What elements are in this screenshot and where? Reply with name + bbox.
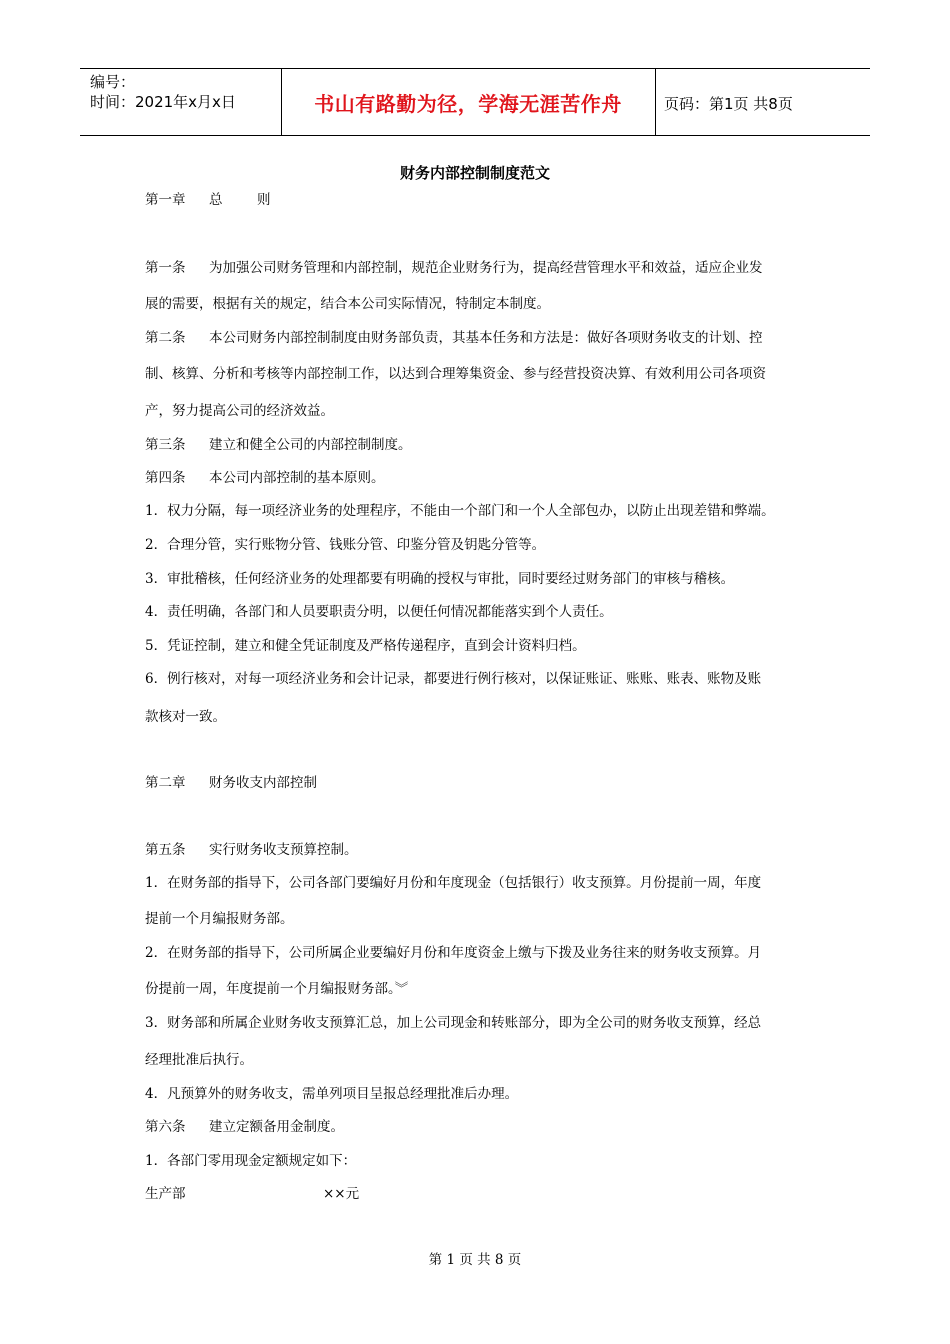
article-6-text: 建立定额备用金制度。 — [209, 1119, 344, 1135]
article-4-item: 5．凭证控制，建立和健全凭证制度及严格传递程序，直到会计资料归档。 — [145, 638, 586, 654]
header-motto: 书山有路勤为径，学海无涯苦作舟 — [314, 92, 622, 116]
article-4-item: 4．责任明确，各部门和人员要职责分明，以便任何情况都能落实到个人责任。 — [145, 604, 613, 620]
article-5-text: 实行财务收支预算控制。 — [209, 842, 358, 858]
article-2-line-3: 产，努力提高公司的经济效益。 — [145, 403, 334, 419]
article-3 — [145, 433, 412, 453]
chapter-2-name: 财务收支内部控制 — [209, 775, 317, 791]
article-4-item: 3．审批稽核，任何经济业务的处理都要有明确的授权与审批，同时要经过财务部门的审核与稽核。 — [145, 571, 735, 587]
article-5-item: 2．在财务部的指导下，公司所属企业要编好月份和年度资金上缴与下拨及业务往来的财务收支预算。月 — [145, 945, 762, 961]
article-1-line-2: 展的需要，根据有关的规定，结合本公司实际情况，特制定本制度。 — [145, 296, 550, 312]
article-1-text-1: 为加强公司财务管理和内部控制，规范企业财务行为，提高经营管理水平和效益，适应企业发 — [209, 260, 763, 276]
article-6-item: 1．各部门零用现金定额规定如下： — [145, 1153, 357, 1169]
article-4 — [145, 466, 385, 486]
quota-dept: 生产部 — [145, 1186, 186, 1202]
article-5-item: 提前一个月编报财务部。 — [145, 911, 294, 927]
chapter-2-heading — [145, 771, 317, 791]
article-5-item: 3．财务部和所属企业财务收支预算汇总，加上公司现金和转账部分，即为全公司的财务收支预算，经总 — [145, 1015, 762, 1031]
page-footer: 第 1 页 共 8 页 — [428, 1252, 522, 1268]
chapter-1-name-b: 则 — [257, 192, 271, 208]
article-2-line-2: 制、核算、分析和考核等内部控制工作，以达到合理筹集资金、参与经营投资决算、有效利用公司各项资 — [145, 366, 766, 382]
article-6-label: 第六条 — [145, 1119, 186, 1135]
article-2-label: 第二条 — [145, 330, 186, 346]
chapter-1-label: 第一章 — [145, 192, 186, 208]
header-meta — [90, 72, 236, 112]
article-5-item: 经理批准后执行。 — [145, 1052, 253, 1068]
quota-amount: ××元 — [323, 1186, 360, 1202]
article-2-line-1 — [145, 326, 763, 346]
article-5 — [145, 838, 358, 858]
header-bottom-border — [80, 135, 870, 136]
article-4-item: 6．例行核对，对每一项经济业务和会计记录，都要进行例行核对，以保证账证、账账、账表、账物及账 — [145, 671, 762, 687]
article-5-item: 4．凡预算外的财务收支，需单列项目呈报总经理批准后办理。 — [145, 1086, 519, 1102]
chapter-1-name-a: 总 — [209, 192, 223, 208]
header-page-info: 页码：第1页 共8页 — [664, 95, 793, 113]
chapter-2-label: 第二章 — [145, 775, 186, 791]
article-4-label: 第四条 — [145, 470, 186, 486]
number-label: 编号： — [90, 73, 136, 91]
article-4-text: 本公司内部控制的基本原则。 — [209, 470, 385, 486]
article-4-item: 2．合理分管，实行账物分管、钱账分管、印鉴分管及钥匙分管等。 — [145, 537, 546, 553]
document-title: 财务内部控制制度范文 — [399, 164, 550, 182]
article-1-label: 第一条 — [145, 260, 186, 276]
article-4-item: 款核对一致。 — [145, 709, 226, 725]
date-label: 时间：2021年x月x日 — [90, 93, 236, 111]
article-3-label: 第三条 — [145, 437, 186, 453]
article-2-text-1: 本公司财务内部控制制度由财务部负责，其基本任务和方法是：做好各项财务收支的计划、控 — [209, 330, 763, 346]
article-4-item: 1．权力分隔，每一项经济业务的处理程序，不能由一个部门和一个人全部包办，以防止出现差错和弊端。 — [145, 503, 775, 519]
article-5-item: 1．在财务部的指导下，公司各部门要编好月份和年度现金（包括银行）收支预算。月份提前一周，年度 — [145, 875, 762, 891]
article-6 — [145, 1115, 344, 1135]
article-1-line-1 — [145, 256, 763, 276]
article-3-text: 建立和健全公司的内部控制制度。 — [209, 437, 412, 453]
header-divider-right — [655, 68, 656, 136]
article-5-item: 份提前一周，年度提前一个月编报财务部。︾ — [145, 981, 409, 997]
article-5-label: 第五条 — [145, 842, 186, 858]
header-top-border — [80, 68, 870, 69]
chapter-1-heading — [145, 188, 271, 208]
